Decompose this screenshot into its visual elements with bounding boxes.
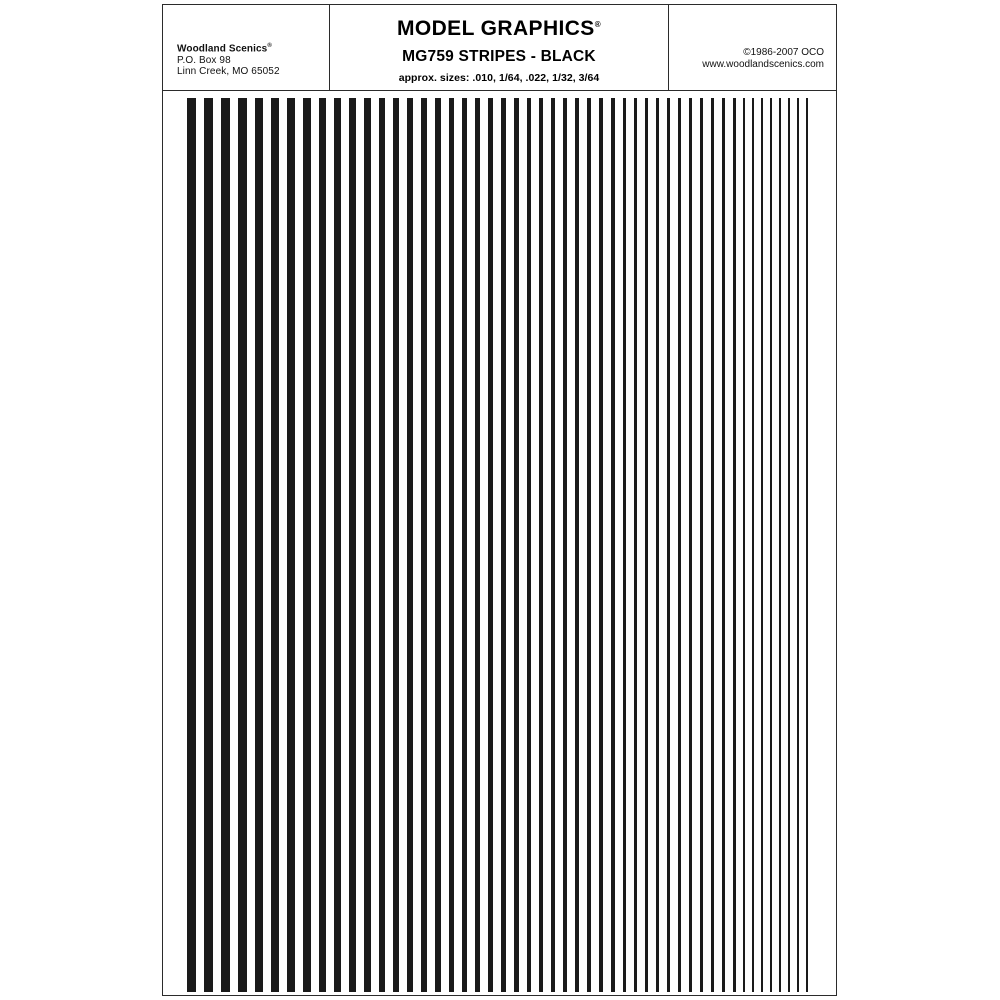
stripe-48 bbox=[788, 98, 790, 992]
brand-title bbox=[330, 13, 668, 41]
stripe-31 bbox=[611, 98, 615, 992]
stripe-38 bbox=[689, 98, 692, 992]
stripe-23 bbox=[514, 98, 519, 992]
stripe-25 bbox=[539, 98, 543, 992]
stripe-42 bbox=[733, 98, 736, 992]
stripe-4 bbox=[238, 98, 247, 992]
stripe-40 bbox=[711, 98, 714, 992]
stripe-24 bbox=[527, 98, 531, 992]
stripe-9 bbox=[319, 98, 326, 992]
stripe-39 bbox=[700, 98, 703, 992]
stripe-21 bbox=[488, 98, 493, 992]
decal-sheet bbox=[162, 4, 837, 996]
stripe-7 bbox=[287, 98, 295, 992]
stripe-45 bbox=[761, 98, 763, 992]
product-title: MG759 STRIPES - BLACK bbox=[402, 48, 596, 65]
stripe-35 bbox=[656, 98, 659, 992]
stripe-29 bbox=[587, 98, 591, 992]
registered-trademark-icon: ® bbox=[267, 43, 272, 49]
stripe-12 bbox=[364, 98, 371, 992]
stripe-22 bbox=[501, 98, 506, 992]
stripe-14 bbox=[393, 98, 399, 992]
copyright-text: ©1986-2007 OCO bbox=[743, 47, 824, 58]
manufacturer-address-line-2: Linn Creek, MO 65052 bbox=[177, 66, 280, 78]
stripe-50 bbox=[806, 98, 808, 992]
stripe-3 bbox=[221, 98, 230, 992]
stripe-41 bbox=[722, 98, 725, 992]
stripe-18 bbox=[449, 98, 454, 992]
stripe-46 bbox=[770, 98, 772, 992]
stripe-2 bbox=[204, 98, 213, 992]
stripe-19 bbox=[462, 98, 467, 992]
stripe-34 bbox=[645, 98, 648, 992]
stripes-area bbox=[163, 92, 836, 996]
website-text: www.woodlandscenics.com bbox=[702, 59, 824, 70]
stripe-30 bbox=[599, 98, 603, 992]
stripe-47 bbox=[779, 98, 781, 992]
stripe-13 bbox=[379, 98, 385, 992]
stripe-49 bbox=[797, 98, 799, 992]
manufacturer-name-text: Woodland Scenics bbox=[177, 43, 268, 55]
stripe-5 bbox=[255, 98, 263, 992]
stripe-17 bbox=[435, 98, 441, 992]
stripe-44 bbox=[752, 98, 754, 992]
stripe-6 bbox=[271, 98, 279, 992]
stripe-27 bbox=[563, 98, 567, 992]
stripe-20 bbox=[475, 98, 480, 992]
stripe-26 bbox=[551, 98, 555, 992]
product-sizes: approx. sizes: .010, 1/64, .022, 1/32, 3/64 bbox=[398, 72, 600, 84]
stripe-1 bbox=[187, 98, 196, 992]
stripe-33 bbox=[634, 98, 637, 992]
stripe-36 bbox=[667, 98, 670, 992]
manufacturer-name bbox=[177, 41, 329, 55]
stripe-16 bbox=[421, 98, 427, 992]
brand-title-text: MODEL GRAPHICS bbox=[396, 17, 595, 40]
manufacturer-block bbox=[163, 5, 330, 90]
stripe-8 bbox=[303, 98, 311, 992]
stripe-28 bbox=[575, 98, 579, 992]
sheet-header bbox=[163, 5, 836, 91]
title-block bbox=[330, 5, 669, 90]
copyright-block bbox=[669, 5, 836, 90]
stripe-10 bbox=[334, 98, 341, 992]
stripe-15 bbox=[407, 98, 413, 992]
manufacturer-address-line-1: P.O. Box 98 bbox=[177, 54, 231, 66]
registered-trademark-icon: ® bbox=[594, 20, 602, 29]
stripe-43 bbox=[743, 98, 745, 992]
stripe-11 bbox=[349, 98, 356, 992]
stripe-37 bbox=[678, 98, 681, 992]
stripe-32 bbox=[623, 98, 626, 992]
